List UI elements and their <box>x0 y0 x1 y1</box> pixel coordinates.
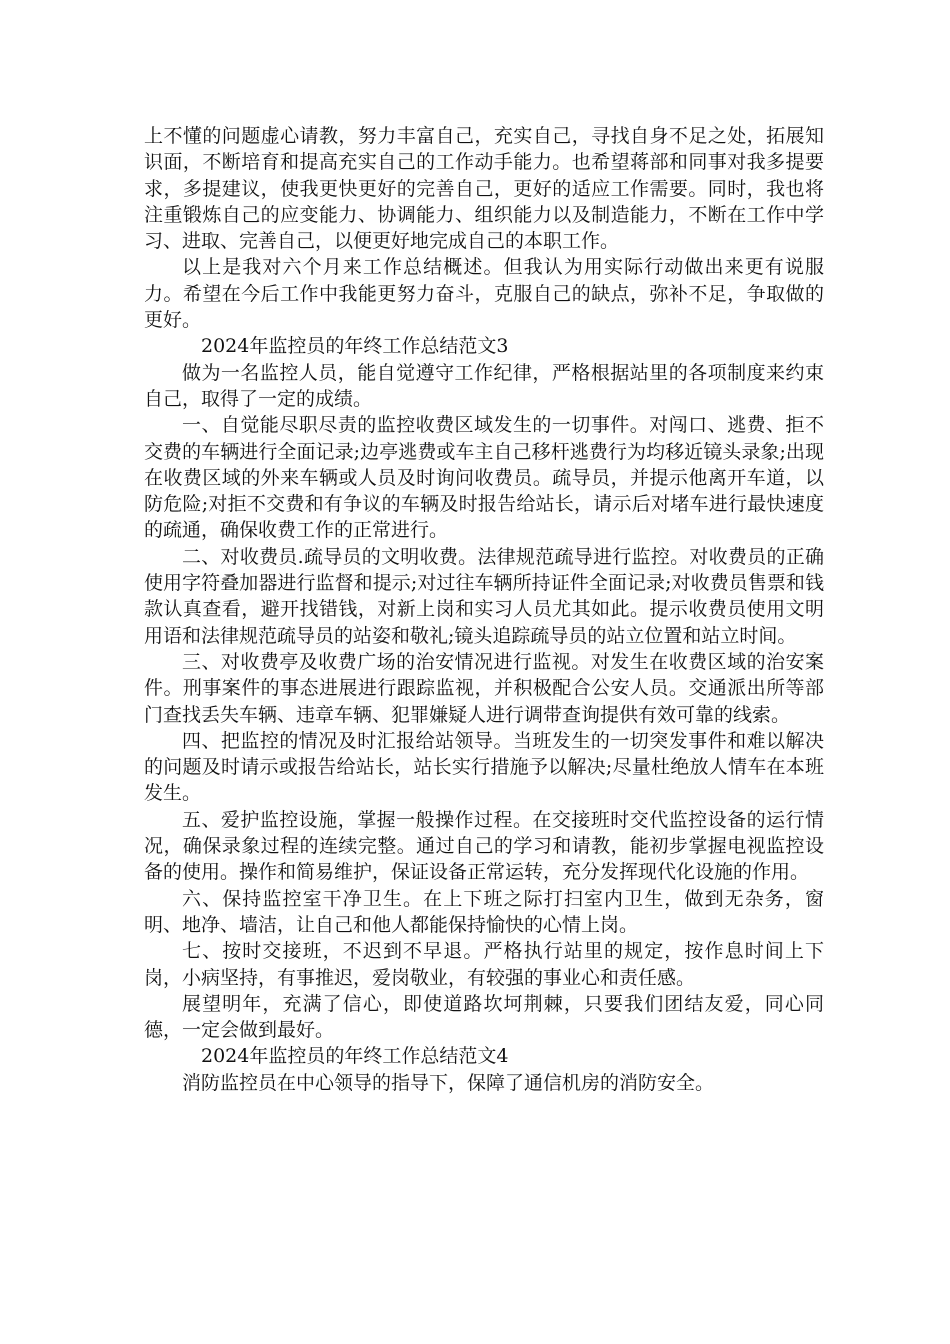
paragraph-item-5: 五、爱护监控设施，掌握一般操作过程。在交接班时交代监控设备的运行情况，确保录象过程的连续完整。通过自己的学习和请教，能初步掌握电视监控设备的使用。操作和简易维护，保证设备正常运转，充分发挥现代化设施的作用。 <box>144 808 824 884</box>
paragraph-item-3: 三、对收费亭及收费广场的治安情况进行监视。对发生在收费区域的治安案件。刑事案件的事态进展进行跟踪监视，并积极配合公安人员。交通派出所等部门查找丢失车辆、违章车辆、犯罪嫌疑人进行调带查询提供有效可靠的线索。 <box>144 650 824 726</box>
paragraph-continued: 上不懂的问题虚心请教，努力丰富自己，充实自己，寻找自身不足之处，拓展知识面，不断培育和提高充实自己的工作动手能力。也希望蒋部和同事对我多提要求，多提建议，使我更快更好的完善自己，更好的适应工作需要。同时，我也将注重锻炼自己的应变能力、协调能力、组织能力以及制造能力，不断在工作中学习、进取、完善自己，以便更好地完成自己的本职工作。 <box>144 125 824 253</box>
paragraph-item-6: 六、保持监控室干净卫生。在上下班之际打扫室内卫生，做到无杂务，窗明、地净、墙洁，让自己和他人都能保持愉快的心情上岗。 <box>144 887 824 936</box>
document-body <box>144 123 824 1096</box>
section-heading-4: 2024年监控员的年终工作总结范文4 <box>201 1045 509 1068</box>
paragraph-intro-4: 消防监控员在中心领导的指导下，保障了通信机房的消防安全。 <box>182 1071 715 1094</box>
paragraph-outlook: 展望明年，充满了信心，即使道路坎坷荆棘，只要我们团结友爱，同心同德，一定会做到最好。 <box>144 992 824 1042</box>
paragraph-intro-3: 做为一名监控人员，能自觉遵守工作纪律，严格根据站里的各项制度来约束自己，取得了一定的成绩。 <box>144 361 824 410</box>
paragraph-item-4: 四、把监控的情况及时汇报给站领导。当班发生的一切突发事件和难以解决的问题及时请示或报告给站长，站长实行措施予以解决;尽量杜绝放人情车在本班发生。 <box>144 729 824 805</box>
paragraph-summary: 以上是我对六个月来工作总结概述。但我认为用实际行动做出来更有说服力。希望在今后工作中我能更努力奋斗，克服自己的缺点，弥补不足，争取做的更好。 <box>144 256 824 332</box>
paragraph-item-2: 二、对收费员.疏导员的文明收费。法律规范疏导进行监控。对收费员的正确使用字符叠加器进行监督和提示;对过往车辆所持证件全面记录;对收费员售票和钱款认真查看，避开找错钱，对新上岗和实习人员尤其如此。提示收费员使用文明用语和法律规范疏导员的站姿和敬礼;镜头追踪疏导员的站立位置和站立时间。 <box>144 545 824 647</box>
paragraph-item-1: 一、自觉能尽职尽责的监控收费区域发生的一切事件。对闯口、逃费、拒不交费的车辆进行全面记录;边亭逃费或车主自己移杆逃费行为均移近镜头录象;出现在收费区域的外来车辆或人员及时询问收费员。疏导员，并提示他离开车道，以防危险;对拒不交费和有争议的车辆及时报告给站长，请示后对堵车进行最快速度的疏通，确保收费工作的正常进行。 <box>144 414 824 542</box>
section-heading-3: 2024年监控员的年终工作总结范文3 <box>201 335 509 358</box>
paragraph-item-7: 七、按时交接班，不迟到不早退。严格执行站里的规定，按作息时间上下岗，小病坚持，有事推迟，爱岗敬业，有较强的事业心和责任感。 <box>144 940 824 989</box>
